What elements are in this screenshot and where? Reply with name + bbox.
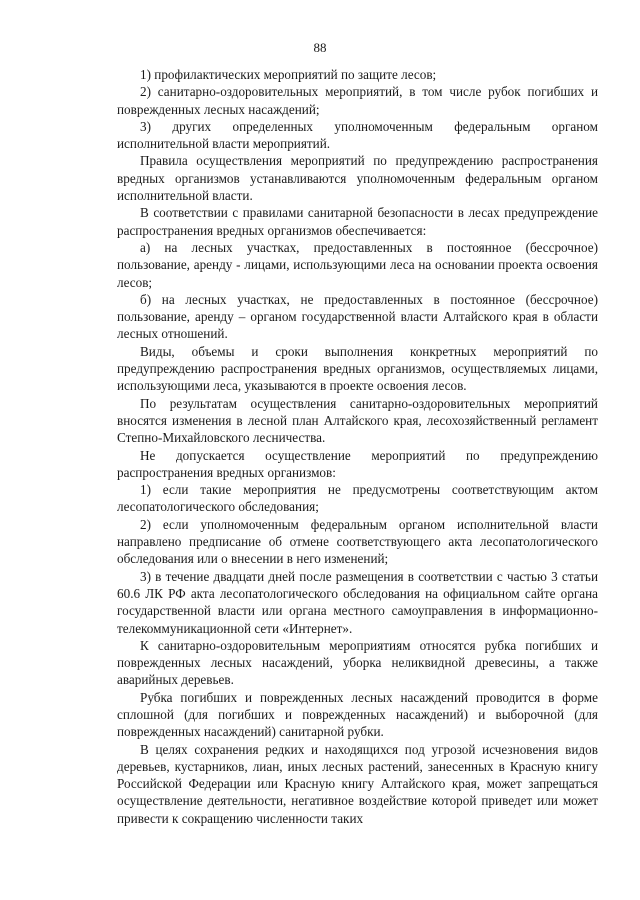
paragraph: 3) в течение двадцати дней после размещения в соответствии с частью 3 статьи 60.6 ЛК РФ акта лесопатологического обследования на официальном сайте органа государственной власти или органа местного самоуправления в информационно-телекоммуникационной сети «Интернет». bbox=[117, 568, 598, 636]
document-body bbox=[117, 66, 598, 827]
paragraph: б) на лесных участках, не предоставленных в постоянное (бессрочное) пользование, аренду – органом государственной власти Алтайского края в области лесных отношений. bbox=[117, 291, 598, 342]
paragraph: Не допускается осуществление мероприятий по предупреждению распространения вредных организмов: bbox=[117, 447, 598, 480]
paragraph: В соответствии с правилами санитарной безопасности в лесах предупреждение распространения вредных организмов обеспечивается: bbox=[117, 205, 598, 238]
paragraph: 2) если уполномоченным федеральным органом исполнительной власти направлено предписание об отмене соответствующего акта лесопатологического обследования или о внесении в него изменений; bbox=[117, 516, 598, 567]
paragraph: 3) других определенных уполномоченным федеральным органом исполнительной власти мероприятий. bbox=[117, 118, 598, 152]
paragraph: К санитарно-оздоровительным мероприятиям относятся рубка погибших и поврежденных лесных насаждений, уборка неликвидной древесины, а также аварийных деревьев. bbox=[117, 637, 598, 688]
paragraph: 2) санитарно-оздоровительных мероприятий, в том числе рубок погибших и поврежденных лесных насаждений; bbox=[117, 84, 598, 117]
paragraph: Рубка погибших и поврежденных лесных насаждений проводится в форме сплошной (для погибших и поврежденных насаждений) и выборочной (для поврежденных насаждений) санитарной рубки. bbox=[117, 689, 598, 740]
paragraph: 1) если такие мероприятия не предусмотрены соответствующим актом лесопатологического обследования; bbox=[117, 482, 598, 515]
paragraph: 1) профилактических мероприятий по защите лесов; bbox=[140, 67, 437, 82]
paragraph: По результатам осуществления санитарно-оздоровительных мероприятий вносятся изменения в лесной план Алтайского края, лесохозяйственный регламент Степно-Михайловского лесничества. bbox=[117, 395, 598, 446]
paragraph: В целях сохранения редких и находящихся под угрозой исчезновения видов деревьев, кустарников, лиан, иных лесных растений, занесенных в Красную книгу Российской Федерации или Красную книгу Алтайского края, может запрещаться осуществление деятельности, негативное воздействие которой приведет или может привести к сокращению численности таких bbox=[117, 741, 598, 826]
paragraph: Виды, объемы и сроки выполнения конкретных мероприятий по предупреждению распространения вредных организмов, осуществляемых лицами, использующими леса, указываются в проекте освоения лесов. bbox=[117, 343, 598, 394]
page-number: 88 bbox=[313, 40, 327, 55]
paragraph: Правила осуществления мероприятий по предупреждению распространения вредных организмов устанавливаются уполномоченным федеральным органом исполнительной власти. bbox=[117, 153, 598, 204]
paragraph: а) на лесных участках, предоставленных в постоянное (бессрочное) пользование, аренду - лицами, использующими леса на основании проекта освоения лесов; bbox=[117, 239, 598, 290]
